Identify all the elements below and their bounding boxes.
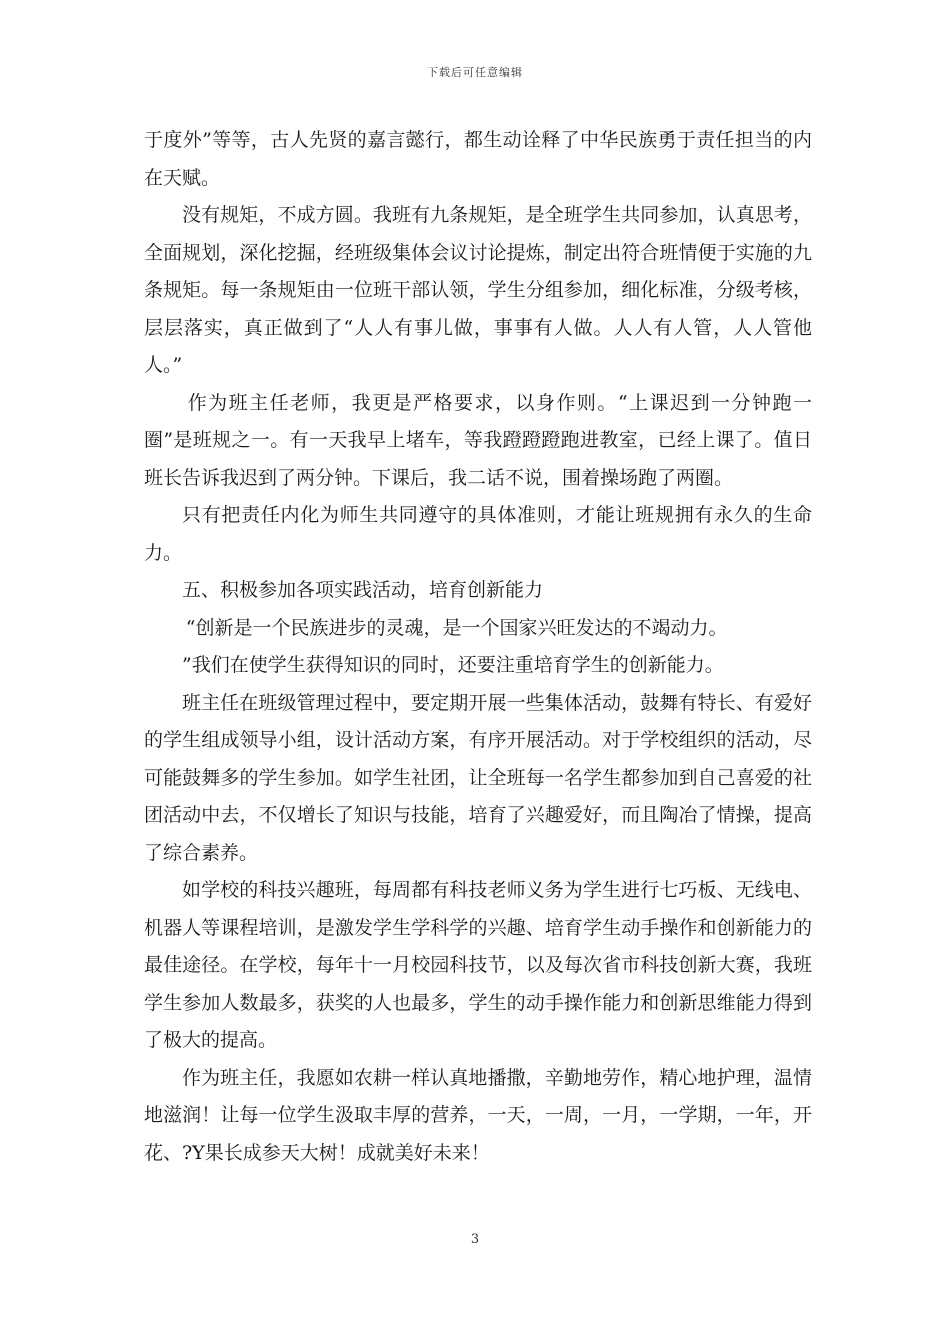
paragraph-2: 没有规矩，不成方圆。我班有九条规矩，是全班学生共同参加，认真思考，全面规划，深化挖掘，经班级集体会议讨论提炼，制定出符合班情便于实施的九条规矩。每一条规矩由一位班干部认领，学生分组参加，细化标准，分级考核，层层落实，真正做到了“人人有事儿做，事事有人做。人人有人管，人人管他人。” <box>144 204 812 376</box>
page-number: 3 <box>470 1232 480 1247</box>
paragraph-4: 只有把责任内化为师生共同遵守的具体准则，才能让班规拥有永久的生命力。 <box>144 504 812 564</box>
paragraph-quote-continued: ”我们在使学生获得知识的同时，还要注重培育学生的创新能力。 <box>182 654 724 676</box>
document-body <box>144 122 812 1172</box>
paragraph-5: 班主任在班级管理过程中，要定期开展一些集体活动，鼓舞有特长、有爱好的学生组成领导小组，设计活动方案，有序开展活动。对于学校组织的活动，尽可能鼓舞多的学生参加。如学生社团，让全班每一名学生都参加到自己喜爱的社团活动中去，不仅增长了知识与技能，培育了兴趣爱好，而且陶冶了情操，提高了综合素养。 <box>144 691 812 864</box>
paragraph-6: 如学校的科技兴趣班，每周都有科技老师义务为学生进行七巧板、无线电、机器人等课程培训，是激发学生学科学的兴趣、培育学生动手操作和创新能力的最佳途径。在学校，每年十一月校园科技节，以及每次省市科技创新大赛，我班学生参加人数最多，获奖的人也最多，学生的动手操作能力和创新思维能力得到了极大的提高。 <box>144 879 812 1051</box>
page-header: 下载后可任意编辑 <box>427 66 523 79</box>
paragraph-1: 于度外”等等，古人先贤的嘉言懿行，都生动诠释了中华民族勇于责任担当的内在天赋。 <box>144 129 812 189</box>
paragraph-quote: “创新是一个民族进步的灵魂，是一个国家兴旺发达的不竭动力。 <box>185 616 728 639</box>
paragraph-7: 作为班主任，我愿如农耕一样认真地播撒，辛勤地劳作，精心地护理，温情地滋润！让每一位学生汲取丰厚的营养，一天，一周，一月，一学期，一年，开花、?Y果长成参天大树！成就美好未来！ <box>144 1066 812 1164</box>
paragraph-3: 作为班主任老师，我更是严格要求，以身作则。“上课迟到一分钟跑一圈”是班规之一。有一天我早上堵车，等我蹬蹬蹬跑进教室，已经上课了。值日班长告诉我迟到了两分钟。下课后，我二话不说，围着操场跑了两圈。 <box>144 391 812 489</box>
section-heading: 五、积极参加各项实践活动，培育创新能力 <box>182 579 544 601</box>
